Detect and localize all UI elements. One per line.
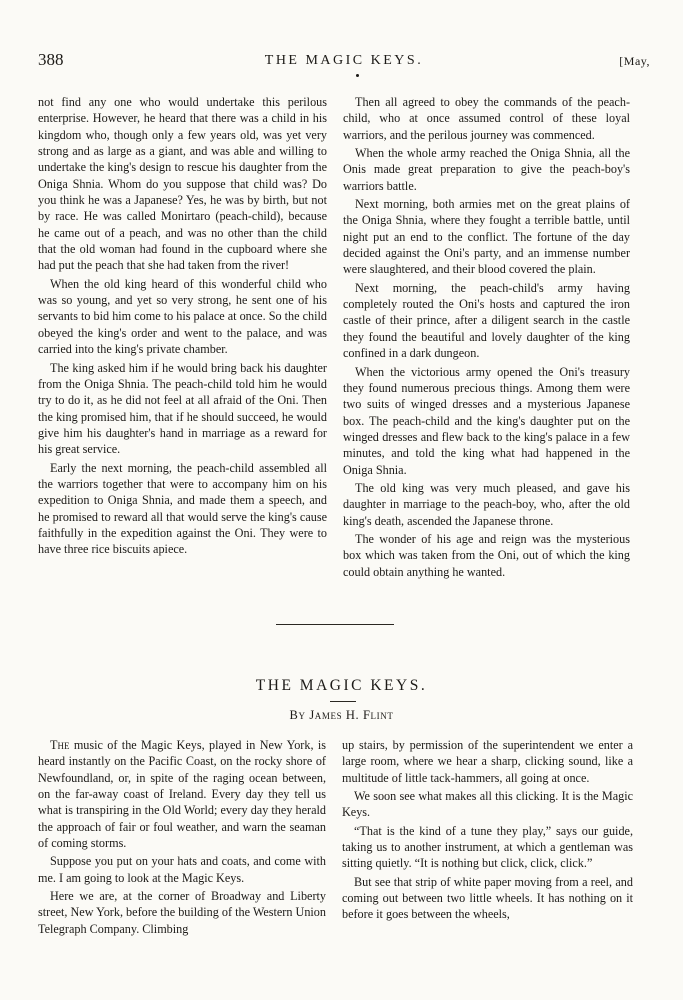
article-column-left [38,737,326,937]
paragraph: But see that strip of white paper moving from a reel, and coming out between two little wheels. It has nothing on it before it goes between the wheels, [342,874,633,922]
paragraph-text: music of the Magic Keys, played in New York, is heard instantly on the Pacific Coast, on the rocky shore of Newfoundland, or, in spite of the raging ocean between, on the far-away coast of Ireland. Every day they tell us what is transpiring in the Old World; every day they herald the approach of fair or foul weather, and warn the seaman of coming storms. [38,738,326,851]
paragraph: up stairs, by permission of the superintendent we enter a large room, where we hear a sharp, clicking sound, like a multitude of little tack-hammers, all going at once. [342,738,633,785]
paragraph: Next morning, the peach-child's army having completely routed the Oni's hosts and captured the iron castle of their prince, after a diligent search in the castle they found the beautiful and lovely daughter of the king confined in a dark dungeon. [343,280,630,361]
story-column-right [343,94,630,580]
paragraph: The king asked him if he would bring back his daughter from the Oniga Shnia. The peach-child told him he would try to do it, as he did not feel at all afraid of the Oni. Then the king promised him, that if he should succeed, he would give him his daughter's hand in marriage as a reward for his great service. [38,360,327,457]
paragraph: The wonder of his age and reign was the mysterious box which was taken from the Oni, out of which the king could obtain anything he wanted. [343,531,630,579]
header-month: [May, [619,54,650,68]
page-header [38,50,650,74]
paragraph: We soon see what makes all this clicking. It is the Magic Keys. [342,789,633,820]
first-word: The [50,738,70,752]
paragraph: When the whole army reached the Oniga Shnia, all the Onis made great preparation to give the peach-boy's warriors battle. [343,146,630,193]
author-name: James H. Flint [309,708,394,722]
paragraph: When the victorious army opened the Oni's treasury they found numerous precious things. Among them were two suits of winged dresses and a mysterious Japanese box. The peach-child and the king's daughter put on the winged dresses and flew back to the king's palace in a few minutes, and told the king what had happened in the Oniga Shnia. [343,364,630,477]
page-number: 388 [38,50,64,69]
story-column-left [38,94,327,558]
paragraph: Suppose you put on your hats and coats, and come with me. I am going to look at the Magic Keys. [38,854,326,885]
paragraph: The old king was very much pleased, and gave his daughter in marriage to the peach-boy, who, after the old king's death, ascended the Japanese throne. [343,480,630,528]
paragraph: Next morning, both armies met on the great plains of the Oniga Shnia, where they fought a terrible battle, until night put an end to the conflict. The fortune of the day decided against the Oni's party, and an immense number were slaughtered, and their blood covered the plain. [343,197,630,277]
byline [0,708,683,723]
byline-prefix: By [289,708,306,722]
paragraph: “That is the kind of a tune they play,” says our guide, taking us to another instrument, at which a gentleman was sitting quietly. “It is nothing but click, click, click.” [342,823,633,871]
paragraph: Early the next morning, the peach-child assembled all the warriors together that were to accompany him on his expedition to Oniga Shnia, and made them a speech, and he promised to reward all that would serve the king's cause faithfully in the expedition against the Oni. They were to have three rice biscuits apiece. [38,460,327,557]
paragraph [38,737,326,851]
running-title: THE MAGIC KEYS. [264,53,424,68]
header-dot [356,74,359,77]
article-title: THE MAGIC KEYS. [255,677,428,694]
section-divider [276,624,394,625]
paragraph: When the old king heard of this wonderful child who was so young, and yet so very strong, he sent one of his servants to bid him come to his palace at once. So the child obeyed the king's order and went to the palace, and was carried into the king's private chamber. [38,276,327,357]
paragraph: not find any one who would undertake this perilous enterprise. However, he heard that there was a child in his kingdom who, though only a few years old, was yet very strong and as large as a giant, and was able and willing to undertake the king's design to rescue his daughter from the Oniga Shnia. Whom do you suppose that child was? Do you think he was a Japanese? Yes, he was by birth, but not by race. He was called Monirtaro (peach-child), because he came out of a peach, and was no other than the child that the old woman had found in the cupboard where she had put the peach that she had taken from the river! [38,95,327,273]
article-column-right [342,737,633,923]
title-rule [330,701,356,702]
paragraph: Then all agreed to obey the commands of the peach-child, who at once assumed control of these loyal warriors, and the perilous journey was commenced. [343,95,630,142]
paragraph: Here we are, at the corner of Broadway and Liberty street, New York, before the building of the Western Union Telegraph Company. Climbing [38,889,326,936]
